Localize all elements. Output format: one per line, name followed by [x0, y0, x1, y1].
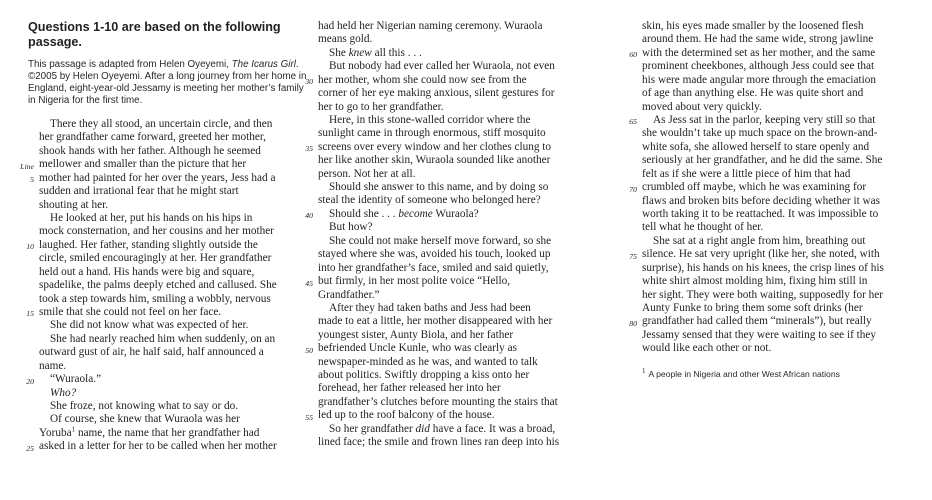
passage-line [290, 60, 608, 73]
line-number [11, 185, 39, 198]
passage-line [290, 87, 608, 100]
line-number: 70 [629, 184, 637, 194]
line-number [290, 87, 318, 100]
line-number: 15 [26, 309, 34, 319]
line-text: Of course, she knew that Wuraola was her [50, 413, 240, 426]
line-text: but firmly, in her most polite voice “Hello, [318, 275, 511, 287]
line-text: laughed. Her father, standing slightly outside the [39, 238, 258, 251]
line-number [290, 127, 318, 140]
line-number [11, 360, 39, 373]
line-text: Aunty Funke to bring them some soft drinks (her [642, 301, 863, 314]
passage-line [11, 212, 323, 225]
line-number [290, 154, 318, 167]
line-text: lined face; the smile and frown lines ran deep into his [318, 436, 560, 449]
line-text: circle, smiled encouragingly at her. Her grandfather [39, 252, 272, 265]
line-number [614, 208, 642, 221]
passage-line [11, 118, 323, 131]
line-number [290, 181, 318, 194]
passage-line [290, 168, 608, 181]
line-text: crumbled off maybe, which he was examining for [642, 181, 867, 194]
line-text: seriously at her grandfather, and he did the same. She [642, 154, 883, 167]
line-text: mock consternation, and her cousins and her mother [39, 225, 274, 238]
line-text: into her grandfather’s face, smiled and said quietly, [318, 261, 549, 274]
line-number: 65 [629, 117, 637, 127]
passage-line [290, 356, 608, 369]
passage-line [290, 396, 608, 409]
passage-line [290, 382, 608, 395]
line-text: sudden and irrational fear that he might start [39, 185, 239, 198]
passage-line [11, 158, 323, 172]
footnote-marker: 1 [642, 366, 646, 375]
line-number [11, 118, 39, 131]
line-text: She could not make herself move forward, so she [329, 234, 552, 247]
line-number [290, 101, 318, 114]
column-1 [11, 20, 323, 454]
line-number [11, 319, 39, 332]
line-number [614, 221, 642, 234]
column-2 [290, 20, 608, 450]
line-number [614, 235, 642, 248]
passage-line [614, 127, 932, 140]
line-number: 20 [26, 376, 34, 386]
line-number [290, 33, 318, 46]
passage-line [11, 239, 323, 253]
line-text: She froze, not knowing what to say or do. [50, 400, 239, 412]
passage-line [290, 114, 608, 127]
line-number [11, 293, 39, 306]
footnote-text: A people in Nigeria and other West African nations [648, 368, 840, 379]
passage-line [614, 154, 932, 167]
passage-line [290, 289, 608, 302]
passage-line [614, 302, 932, 315]
line-text: mother had painted for her over the years, Jess had a [39, 171, 276, 184]
line-text: she wouldn’t take up much space on the brown-and- [642, 127, 878, 140]
passage-line [614, 101, 932, 114]
line-number: 55 [305, 412, 313, 422]
line-text: of age than anything else. He was quite short and [642, 87, 864, 100]
line-number [614, 168, 642, 181]
line-text: skin, his eyes made smaller by the loosened flesh [642, 20, 864, 32]
passage-line [11, 427, 323, 440]
passage-line [11, 172, 323, 186]
passage-line [614, 235, 932, 248]
line-text: moved about very quickly. [642, 100, 762, 113]
line-text: spadelike, the palms deeply etched and callused. She [39, 279, 277, 292]
line-text: flaws and broken bits before deciding whether it was [642, 194, 881, 207]
line-number [290, 47, 318, 60]
line-text: So her grandfather did have a face. It was a broad, [329, 422, 556, 435]
line-text: Who? [50, 386, 77, 399]
passage-line [11, 400, 323, 413]
passage-line [614, 20, 932, 33]
line-text: sunlight came in through enormous, stiff mosquito [318, 127, 546, 140]
line-text: felt as if she were a little piece of him that had [642, 167, 851, 180]
line-number [614, 342, 642, 355]
line-number [290, 194, 318, 207]
passage-line [290, 154, 608, 167]
line-text: tell what he thought of her. [642, 221, 764, 234]
line-number: 50 [305, 345, 313, 355]
passage-intro: This passage is adapted from Helen Oyeyemi, The Icarus Girl. ©2005 by Helen Oyeyemi. After a long journey from her home in England, eight-year-old Jessamy is meeting her mother’s family in Nigeria for the first time. [28, 59, 307, 106]
passage-line [614, 60, 932, 73]
line-text: He looked at her, put his hands on his hips in [50, 212, 253, 225]
line-text: She had nearly reached him when suddenly, on an [50, 332, 276, 345]
line-number [11, 252, 39, 265]
passage-line [290, 101, 608, 114]
line-number [614, 329, 642, 342]
line-text: Should she answer to this name, and by doing so [329, 181, 549, 194]
line-text: forehead, her father released her into her [318, 382, 501, 395]
line-text: screens over every window and her clothes clung to [318, 140, 552, 153]
passage-line [614, 289, 932, 302]
line-text: smile that she could not feel on her face. [39, 305, 222, 318]
line-text: But nobody had ever called her Wuraola, not even [329, 60, 555, 73]
passage-line [614, 47, 932, 61]
line-text: newspaper-minded as he was, and wanted to talk [318, 355, 538, 368]
line-text: Should she . . . become Wuraola? [329, 207, 479, 220]
line-number [614, 275, 642, 288]
line-number [290, 356, 318, 369]
line-text: white sofa, she allowed herself to stare openly and [642, 140, 870, 153]
line-number [614, 127, 642, 140]
line-number [614, 141, 642, 154]
passage-line [290, 369, 608, 382]
line-number [11, 225, 39, 238]
passage-line [11, 319, 323, 332]
line-number: 60 [629, 50, 637, 60]
passage-line [11, 373, 323, 387]
passage-line [290, 315, 608, 328]
passage-line [614, 315, 932, 329]
passage-line [614, 33, 932, 46]
line-number [11, 413, 39, 426]
line-number [290, 262, 318, 275]
passage-line [614, 248, 932, 262]
line-number: 10 [26, 242, 34, 252]
passage-lines-col2 [290, 20, 608, 450]
line-number [290, 315, 318, 328]
line-number [290, 60, 318, 73]
line-number [614, 302, 642, 315]
passage-line [11, 131, 323, 144]
passage-line [614, 168, 932, 181]
line-text: person. Not her at all. [318, 167, 416, 180]
passage-line [290, 302, 608, 315]
line-number [290, 423, 318, 436]
passage-line [614, 141, 932, 154]
line-text: outward gust of air, he half said, half announced a [39, 346, 264, 359]
line-text: held out a hand. His hands were big and square, [39, 265, 255, 278]
line-text: had held her Nigerian naming ceremony. Wuraola [318, 20, 543, 32]
questions-header: Questions 1-10 are based on the following passage. [28, 20, 281, 49]
line-number [11, 387, 39, 400]
line-text: Yoruba$^1$ name, the name that her grandfather had [39, 425, 260, 439]
passage-line [614, 181, 932, 195]
line-number [11, 145, 39, 158]
footnote [642, 366, 932, 380]
passage-line [11, 266, 323, 279]
line-text: means gold. [318, 33, 373, 46]
line-number [11, 199, 39, 212]
line-number [11, 131, 39, 144]
line-number [614, 289, 642, 302]
line-text: “Wuraola.” [50, 373, 102, 386]
line-number [614, 60, 642, 73]
line-text: befriended Uncle Kunle, who was clearly as [318, 342, 517, 355]
passage-line [11, 440, 323, 454]
passage-line [11, 293, 323, 306]
line-number [290, 369, 318, 382]
line-text: shouting at her. [39, 198, 109, 211]
passage-line [290, 409, 608, 423]
line-text: After they had taken baths and Jess had been [329, 301, 531, 314]
passage-line [614, 208, 932, 221]
line-text: her like another skin, Wuraola sounded like another [318, 154, 551, 167]
line-text: led up to the roof balcony of the house. [318, 409, 495, 422]
passage-lines-col3 [614, 20, 932, 356]
line-text: her sight. They were both waiting, supposedly for her [642, 288, 883, 301]
line-text: But how? [329, 221, 373, 234]
line-number [290, 20, 318, 33]
line-number [290, 235, 318, 248]
line-number [11, 212, 39, 225]
passage-line [614, 329, 932, 342]
line-number: 30 [305, 77, 313, 87]
line-number [290, 114, 318, 127]
line-number: 40 [305, 211, 313, 221]
line-number [290, 302, 318, 315]
passage-line [290, 208, 608, 222]
line-number [290, 289, 318, 302]
passage-line [290, 20, 608, 33]
passage-line [290, 423, 608, 436]
line-text: white shirt almost molding him, fixing him still in [642, 275, 868, 288]
line-number [290, 396, 318, 409]
passage-line [11, 333, 323, 346]
line-number [290, 436, 318, 449]
line-number [11, 266, 39, 279]
line-text: her to go to her grandfather. [318, 100, 444, 113]
line-text: There they all stood, an uncertain circle, and then [50, 118, 273, 130]
line-text: her mother, whom she could now see from the [318, 73, 527, 86]
line-text: prominent cheekbones, although Jess could see that [642, 60, 875, 73]
line-text: She knew all this . . . [329, 46, 422, 59]
line-text: around them. He had the same wide, strong jawline [642, 33, 874, 46]
passage-line [290, 181, 608, 194]
line-text: with the determined set as her mother, and the same [642, 46, 876, 59]
passage-line [614, 195, 932, 208]
line-number [11, 279, 39, 292]
line-number [614, 262, 642, 275]
passage-line [11, 185, 323, 198]
passage-line [290, 47, 608, 60]
line-number [290, 221, 318, 234]
passage-line [290, 194, 608, 207]
passage-line [290, 248, 608, 261]
line-number: 45 [305, 278, 313, 288]
passage-line [290, 436, 608, 449]
passage-line [290, 235, 608, 248]
line-number [290, 248, 318, 261]
passage-line [290, 342, 608, 356]
passage-line [290, 127, 608, 140]
passage-line [614, 262, 932, 275]
line-text: silence. He sat very upright (like her, she noted, with [642, 248, 880, 261]
line-text: about politics. Swiftly dropping a kiss onto her [318, 369, 530, 382]
passage-line [11, 199, 323, 212]
line-number: 80 [629, 318, 637, 328]
passage-line [290, 74, 608, 88]
line-number: 35 [305, 144, 313, 154]
line-text: Here, in this stone-walled corridor where the [329, 113, 531, 126]
line-text: steal the identity of someone who belonged here? [318, 194, 541, 207]
passage-line [614, 275, 932, 288]
line-text: her grandfather came forward, greeted her mother, [39, 131, 266, 144]
passage-line [614, 87, 932, 100]
line-number [614, 101, 642, 114]
line-text: She sat at a right angle from him, breathing out [653, 234, 866, 247]
line-number [614, 195, 642, 208]
passage-line [11, 346, 323, 359]
passage-line [290, 33, 608, 46]
passage-line [11, 145, 323, 158]
line-number [11, 427, 39, 440]
passage-line [290, 275, 608, 289]
line-number: Line [20, 161, 34, 171]
line-text: Grandfather.” [318, 288, 380, 301]
line-number [614, 154, 642, 167]
passage-lines-col1 [11, 118, 323, 454]
line-text: corner of her eye making anxious, silent gestures for [318, 87, 555, 100]
line-text: As Jess sat in the parlor, keeping very still so that [653, 113, 876, 126]
line-number [614, 33, 642, 46]
line-number [614, 20, 642, 33]
line-text: She did not know what was expected of her. [50, 319, 249, 332]
passage-line [11, 360, 323, 373]
line-text: grandfather had called them “minerals”), but really [642, 315, 872, 328]
line-number [614, 74, 642, 87]
line-text: took a step towards him, smiling a wobbly, nervous [39, 292, 271, 305]
passage-line [11, 252, 323, 265]
line-number [290, 382, 318, 395]
line-number [290, 329, 318, 342]
line-number [11, 346, 39, 359]
column-3 [614, 20, 932, 380]
passage-line [614, 114, 932, 128]
line-text: stayed where she was, avoided his touch, looked up [318, 248, 551, 261]
passage-line [614, 342, 932, 355]
line-text: surprise), his hands on his knees, the crisp lines of his [642, 261, 884, 274]
line-text: worth taking it to be reattached. It was impossible to [642, 207, 879, 220]
passage-line [614, 221, 932, 234]
passage-line [290, 329, 608, 342]
passage-line [11, 225, 323, 238]
line-text: Jessamy sensed that they were waiting to see if they [642, 328, 876, 341]
passage-line [290, 262, 608, 275]
line-text: name. [39, 359, 67, 372]
line-text: made to eat a little, her mother disappeared with her [318, 315, 553, 328]
line-text: asked in a letter for her to be called when her mother [39, 440, 277, 453]
line-number [614, 87, 642, 100]
passage-line [290, 221, 608, 234]
passage-line [11, 306, 323, 320]
line-text: mellower and smaller than the picture that her [39, 158, 247, 171]
passage-line [11, 279, 323, 292]
passage-line [290, 141, 608, 155]
line-number: 5 [30, 175, 34, 185]
passage-line [11, 387, 323, 400]
line-number: 75 [629, 251, 637, 261]
line-number [11, 400, 39, 413]
line-text: would like each other or not. [642, 342, 772, 355]
line-number: 25 [26, 443, 34, 453]
line-number [290, 168, 318, 181]
passage-line [614, 74, 932, 87]
line-text: shook hands with her father. Although he seemed [39, 144, 261, 157]
passage-line [11, 413, 323, 426]
line-text: his were made angular more through the emaciation [642, 73, 876, 86]
line-text: grandfather’s clutches before mounting the stairs that [318, 395, 558, 408]
line-number [11, 333, 39, 346]
line-text: youngest sister, Aunty Biola, and her father [318, 328, 514, 341]
